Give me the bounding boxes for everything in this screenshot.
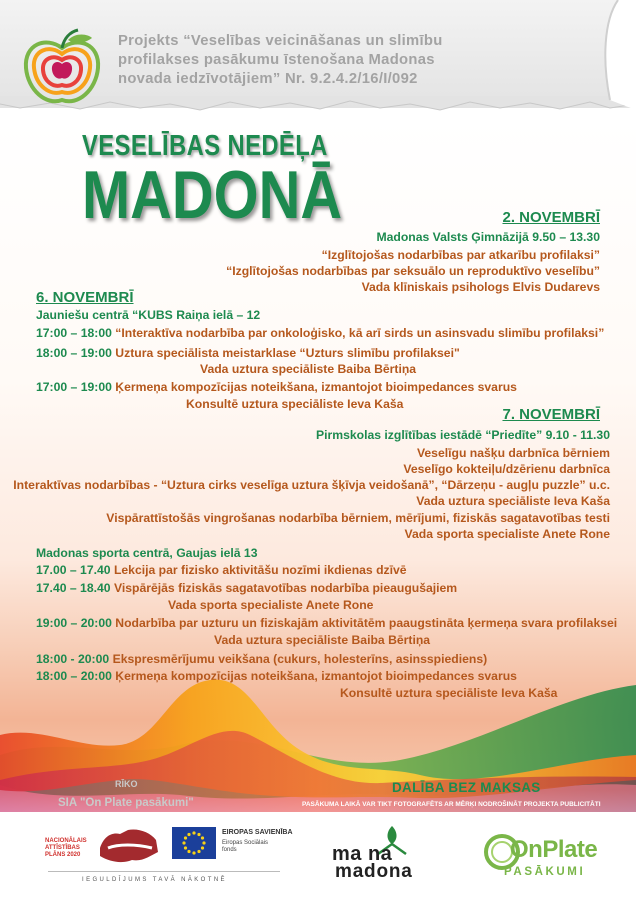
schedule-row [36,563,407,578]
venue-sports-centre: Madonas sporta centrā, Gaujas ielā 13 [36,546,258,560]
event-line: Vispārattīstošās vingrošanas nodarbība bērniem, mērījumi, fiziskās sagatavotības testi [106,511,610,525]
madona-logo-text: madona [335,861,413,882]
time: 18:00 – 19:00 [36,346,112,360]
event-line: Veselīgu našķu darbnīca bērniem [416,446,610,460]
event-line: “Izglītojošas nodarbības par atkarību profilaksi” [321,248,600,262]
event-leader: Konsultē uztura speciāliste Ieva Kaša [340,686,558,700]
time: 18:00 - 20:00 [36,652,110,666]
event-leader: Vada uztura speciāliste Baiba Bērtiņa [214,633,431,647]
time: 18:00 – 20:00 [36,669,112,683]
event-leader: Vada uztura speciāliste Ieva Kaša [416,494,610,508]
event: Lekcija par fizisko aktivitāšu nozīmi ikdienas dzīvē [113,563,407,577]
organizer-name: SIA "On Plate pasākumi" [58,797,194,809]
event-leader: Vada uztura speciāliste Baiba Bērtiņa [200,362,417,376]
event-leader: Konsultē uztura speciāliste Ieva Kaša [186,397,404,411]
nap-line: ATTĪSTĪBAS [45,845,80,851]
date-nov2: 2. NOVEMBRĪ [502,209,600,226]
photo-notice: PASĀKUMA LAIKĀ VAR TIKT FOTOGRAFĒTS AR MĒRĶI NODROŠINĀT PROJEKTA PUBLICITĀTI [302,801,601,808]
investing-slogan: IEGULDĪJUMS TAVĀ NĀKOTNĒ [82,877,227,883]
event-line: “Izglītojošas nodarbības par seksuālo un reproduktīvo veselību” [226,264,600,278]
organizer-label: RĪKO [115,779,138,789]
title-madona: MADONĀ [82,157,343,233]
divider [48,871,280,872]
schedule-row [36,581,457,596]
event: Uztura speciālista meistarklase “Uzturs slimību profilaksei" [115,346,460,360]
time: 17.00 – 17.40 [36,563,111,577]
event: Vispārējās fiziskās sagatavotības nodarbība pieaugušajiem [113,581,458,595]
free-participation: DALĪBA BEZ MAKSAS [392,780,541,795]
project-description [118,32,623,89]
venue-kindergarten: Pirmskolas izglītības iestādē “Priedīte” 9.10 - 11.30 [316,428,610,442]
time: 17:00 – 18:00 [36,326,112,340]
onplate-logo-text: OnPlate [510,836,598,863]
schedule-row [36,326,604,341]
event-line: Veselīgo kokteiļu/dzērienu darbnīca [403,462,610,476]
schedule-row [36,380,517,395]
eu-fund-line: Eiropas Sociālais [222,840,269,846]
event-line: Interaktīvas nodarbības - “Uztura cirks veselīga uztura šķīvja veidošanā”, “Dārzeņu - augļu puzzle” u.c. [13,478,610,492]
eu-title: EIROPAS SAVIENĪBA [222,829,293,836]
time: 17:00 – 19:00 [36,380,112,394]
schedule-row [36,346,460,361]
time: 17.40 – 18.40 [36,581,111,595]
event-leader: Vada sporta specialiste Anete Rone [404,527,610,541]
eu-fund-text [222,840,268,854]
event: Nodarbība par uzturu un fiziskajām aktivitātēm paaugstināta ķermeņa svara profilaksei [115,616,618,630]
apple-logo-icon [18,28,106,110]
event: Ekspresmērījumu veikšana (cukurs, holesterīns, asinsspiediens) [112,652,488,666]
schedule-row [36,616,617,631]
event: Ķermeņa kompozīcijas noteikšana, izmantojot bioimpedances svarus [115,380,517,394]
project-line: Projekts “Veselības veicināšanas un slimību [118,33,443,49]
event: Ķermeņa kompozīcijas noteikšana, izmantojot bioimpedances svarus [115,669,517,683]
national-plan-logo-icon [98,826,160,868]
madona-logo-text: ma na [332,843,393,865]
time: 19:00 – 20:00 [36,616,112,630]
onplate-logo-subtext: PASĀKUMI [504,866,586,878]
project-line: profilakses pasākumu īstenošana Madonas [118,52,435,68]
event-leader: Vada klīniskais psihologs Elvis Dudarevs [361,280,600,294]
project-line: novada iedzīvotājiem” Nr. 9.2.4.2/16/I/092 [118,71,418,87]
title-health-week: VESELĪBAS NEDĒĻA [82,130,328,162]
nap-line: PLĀNS 2020 [45,852,81,858]
date-nov7: 7. NOVEMBRĪ [502,406,600,423]
nap-line: NACIONĀLAIS [45,838,87,844]
venue-gymnasium: Madonas Valsts Ģimnāzijā 9.50 – 13.30 [376,230,600,244]
event: “Interaktīva nodarbība par onkoloģisko, kā arī sirds un asinsvadu slimību profilaksi” [115,326,605,340]
venue-youth-centre: Jauniešu centrā “KUBS Raiņa ielā – 12 [36,308,261,322]
eu-fund-line: fonds [222,847,237,853]
event-leader: Vada sporta specialiste Anete Rone [168,598,374,612]
national-plan-text [45,838,87,859]
eu-flag-icon [172,827,216,859]
date-nov6: 6. NOVEMBRĪ [36,289,134,306]
